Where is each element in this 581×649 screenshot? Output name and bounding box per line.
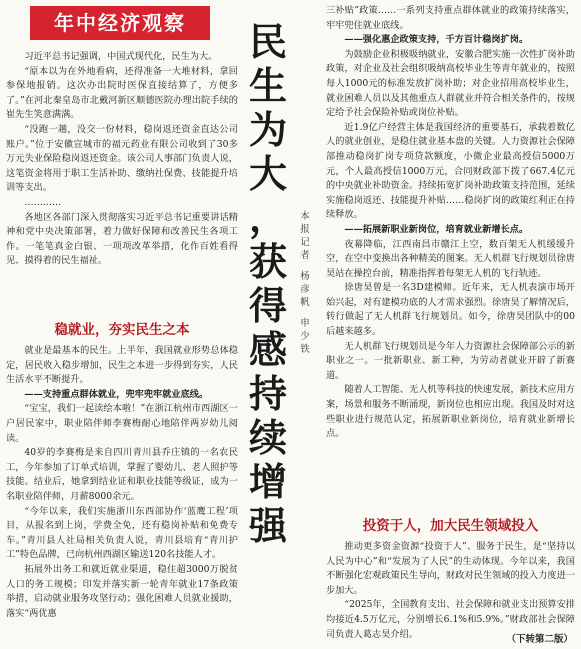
byline-char: 本 — [300, 211, 310, 222]
left-column-intro — [6, 50, 238, 269]
subheading-employment: 稳就业，夯实民生之本 — [54, 322, 190, 338]
byline-char: 记 — [300, 237, 310, 248]
paragraph: 习近平总书记强调，中国式现代化，民生为大。 — [24, 51, 218, 62]
byline-char: 申 — [300, 318, 310, 329]
paragraph: 为鼓励企业积极吸纳就业，安徽合肥实施一次性扩岗补助政策，对企业及社会组织吸纳高校毕业生等青年就业的，按照每人1000元的标准发放扩岗补助；对企业招用高校毕业生，就业困难人员以及其他重点人群就业并符合相关条件的，按规定给予社会保险补贴或岗位补贴。 — [326, 48, 575, 119]
headline-char: 持 — [248, 372, 287, 416]
headline — [248, 20, 288, 548]
byline-char: 铁 — [300, 344, 310, 355]
headline-char: ， — [248, 196, 287, 240]
paragraph: 40岁的李赛梅是来自四川青川县乔庄镇的一名农民工，今年参加了订单式培训，掌握了婴幼儿、老人照护等技能。结业后，她拿到结业证和职业技能等级证，成为一名职业陪伴师，月薪8000余元。 — [6, 447, 238, 502]
paragraph: “没跑一趟，没交一份材料，稳岗返还资金直达公司账户。”位于安徽宣城市的福元药业有限公司收到了30多万元失业保险稳岗返还资金。该公司人事部门负责人说，这笔资金将用于职工生活补助、缴纳社保费、技能提升培训等支出。 — [6, 123, 238, 194]
right-column-investment — [326, 540, 575, 642]
headline-char: 得 — [248, 284, 287, 328]
section-banner: 年中经济观察 — [30, 6, 210, 40]
paragraph: “宝宝，我们一起读绘本啦！”在浙江杭州市西湖区一户居民家中，职业陪伴师李赛梅耐心地陪伴两岁幼儿阅读。 — [6, 403, 238, 444]
paragraph: 三补贴”政策……一系列支持重点群体就业的政策持续落实，牢牢兜住就业底线。 — [326, 5, 575, 31]
continued-notice: （下转第二版） — [506, 634, 573, 645]
paragraph: ………… — [24, 196, 62, 208]
byline-char: 少 — [300, 331, 310, 342]
paragraph: 各地区各部门深入贯彻落实习近平总书记重要讲话精神和党中央决策部署，着力做好保障和改善民生各项工作。一笔笔真金白银、一项项改革举措，化作百姓看得见、摸得着的民生福祉。 — [6, 211, 238, 267]
headline-char: 民 — [248, 20, 287, 64]
paragraph: 拓展外出务工和就近就业渠道，稳住超3000万脱贫人口的务工规模；印发并落实新一轮青年就业17条政策举措，启动就业服务攻坚行动；强化困难人员就业援助，落实“两优惠 — [6, 563, 238, 619]
headline-char: 感 — [248, 328, 287, 372]
headline-char: 增 — [248, 460, 287, 504]
headline-char: 强 — [248, 504, 287, 548]
right-column-body — [326, 4, 575, 442]
byline-gap — [298, 309, 312, 317]
paragraph: “2025年，全国教育支出、社会保障和就业支出预算安排均接近4.5万亿元，分别增长6.1%和5.9%。”财政部社会保障司负责人葛志昊介绍。 — [326, 599, 575, 640]
paragraph: 夜幕降临，江西南昌市赣江上空，数百架无人机缓缓升空，在空中变换出各种精美的图案。无人机群飞行规划员徐唐昊站在操控台前，精准指挥着每架无人机的飞行轨迹。 — [326, 238, 575, 279]
byline-char: 者 — [300, 250, 310, 261]
paragraph: ——拓展新职业新岗位，培育就业新增长点。 — [344, 223, 529, 235]
paragraph: “原本以为在外地看病，还得准备一大堆材料，拿回参保地报销。这次办出院时医保直接结算了，方便多了。”在河北秦皇岛市北戴河新区顺德医院办理出院手续的崔先生笑意满满。 — [6, 65, 238, 121]
headline-char: 大 — [248, 152, 287, 196]
subheading-investment: 投资于人，加大民生领域投入 — [362, 518, 539, 534]
byline-char: 彦 — [300, 284, 310, 295]
byline-char: 帆 — [300, 297, 310, 308]
left-column-employment — [6, 344, 238, 621]
paragraph: “今年以来，我们实施浙川东西部协作‘蓝鹰工程’项目，从报名到上岗，学费全免，还有稳岗补贴和免费专车。”青川县人社局相关负责人说，青川县培育“青川护工”特色品牌，已向杭州西湖区输送120名技能人才。 — [6, 505, 238, 561]
paragraph: 徐唐昊曾是一名3D建模师。近年来，无人机表演市场开始兴起，对有建模功底的人才需求强烈。徐唐昊了解情况后，转行做起了无人机群飞行规划员。如今，徐唐昊团队中的00后越来越多。 — [326, 282, 575, 338]
paragraph: 就业是最基本的民生。上半年，我国就业形势总体稳定，居民收入稳步增加，民生之本进一步得到夯实，人民生活水平不断提升。 — [6, 345, 238, 386]
paragraph: 无人机群飞行规划员是今年人力资源社会保障部公示的新职业之一。一批新职业、新工种，为劳动者就业开辟了新赛道。 — [326, 340, 575, 381]
byline-gap — [298, 262, 312, 270]
paragraph: 近1.9亿户经营主体是我国经济的重要基石，承载着数亿人的就业创业，是稳住就业基本盘的关键。人力资源社会保障部推动稳岗扩岗专项贷款额度，小微企业最高授信5000万元，个人最高授信1000万元，合同财政部下拨了667.4亿元的中央就业补助资金。持续拓宽扩岗补助政策支持范围，延续实施稳岗返还、技能提升补贴……稳岗扩岗的政策红利正在持续释放。 — [326, 121, 575, 221]
byline — [298, 210, 312, 356]
paragraph: ——支持重点群体就业，兜牢兜牢就业底线。 — [24, 388, 209, 400]
headline-char: 生 — [248, 64, 287, 108]
headline-char: 获 — [248, 240, 287, 284]
paragraph: 随着人工智能、无人机等科技的快速发展，新技术应用方案，场景和服务不断涌现，新岗位也相应出现。我国及时对这些职业进行规范认定，拓展新职业新岗位，培育就业新增长点。 — [326, 384, 575, 440]
headline-char: 为 — [248, 108, 287, 152]
paragraph: 推动更多资金资源“投资于人”、服务于民生，是“坚持以人民为中心”和“发展为了人民”的生动体现。今年以来，我国不断强化宏观政策民生导向，财政对民生领域的投入力度进一步加大。 — [326, 541, 575, 596]
paragraph: ——强化惠企政策支持，千方百计稳岗扩岗。 — [344, 34, 529, 46]
byline-char: 杨 — [300, 271, 310, 282]
headline-char: 续 — [248, 416, 287, 460]
byline-char: 报 — [300, 224, 310, 235]
